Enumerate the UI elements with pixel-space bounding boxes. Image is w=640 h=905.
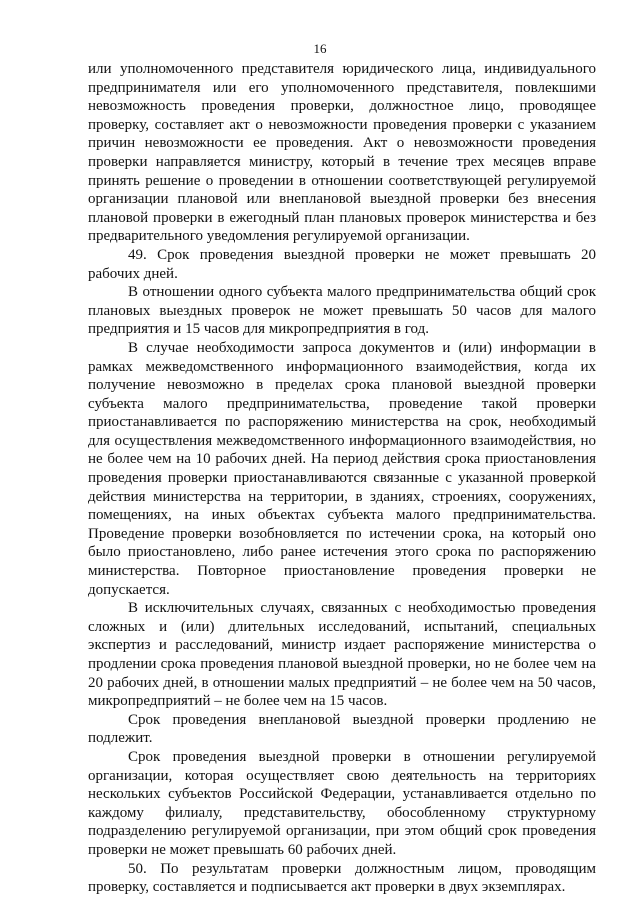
paragraph-multi-region: Срок проведения выездной проверки в отношении регулируемой организации, которая осуществляет свою деятельность на территориях нескольких субъектов Российской Федерации, устанавливается отдельно по каждому филиалу, представительству, обособленному структурному подразделению регулируемой организации, при этом общий срок проведения проверки не может превышать 60 рабочих дней. — [88, 748, 596, 858]
paragraph-small-business-limit: В отношении одного субъекта малого предпринимательства общий срок плановых выездных проверок не может превышать 50 часов для малого предприятия и 15 часов для микропредприятия в год. — [88, 284, 596, 338]
paragraph-suspension: В случае необходимости запроса документов и (или) информации в рамках межведомственного информационного взаимодействия, когда их получение невозможно в пределах срока плановой выездной проверки субъекта малого предпринимательства, проведение такой проверки приостанавливается по распоряжению министерства на срок, необходимый для осуществления межведомственного информационного взаимодействия, но не более чем на 10 рабочих дней. На период действия срока приостановления проведения проверки приостанавливаются связанные с указанной проверкой действия министерства на территории, в зданиях, строениях, сооружениях, помещениях, на иных объектах субъекта малого предпринимательства. Проведение проверки возобновляется по истечении срока, на который оно было приостановлено, либо ранее истечения этого срока по распоряжению министерства. Повторное приостановление проведения проверки не допускается. — [88, 339, 596, 598]
page-number: 16 — [313, 41, 327, 56]
paragraph-no-extension: Срок проведения внеплановой выездной проверки продлению не подлежит. — [88, 711, 596, 747]
paragraph-continuation: или уполномоченного представителя юридического лица, индивидуального предпринимателя или его уполномоченного представителя, повлекшими невозможность проведения проверки, должностное лицо, проводящее проверку, составляет акт о невозможности проведения проверки с указанием причин невозможности ее проведения. Акт о невозможности проведения проверки направляется министру, который в течение трех месяцев вправе принять решение о проведении в отношении соответствующей регулируемой организации плановой или внеплановой выездной проверки без внесения плановой проверки в ежегодный план плановых проверок министерства и без предварительного уведомления регулируемой организации. — [88, 61, 596, 245]
paragraph-extension: В исключительных случаях, связанных с необходимостью проведения сложных и (или) длительных исследований, испытаний, специальных экспертиз и расследований, министр издает распоряжение министерства о продлении срока проведения плановой выездной проверки, но не более чем на 20 рабочих дней, в отношении малых предприятий – не более чем на 50 часов, микропредприятий – не более чем на 15 часов. — [88, 600, 596, 710]
paragraph-clause-50: 50. По результатам проверки должностным лицом, проводящим проверку, составляется и подписывается акт проверки в двух экземплярах. — [88, 860, 596, 896]
paragraph-clause-49: 49. Срок проведения выездной проверки не может превышать 20 рабочих дней. — [88, 246, 596, 282]
document-body — [88, 60, 596, 897]
